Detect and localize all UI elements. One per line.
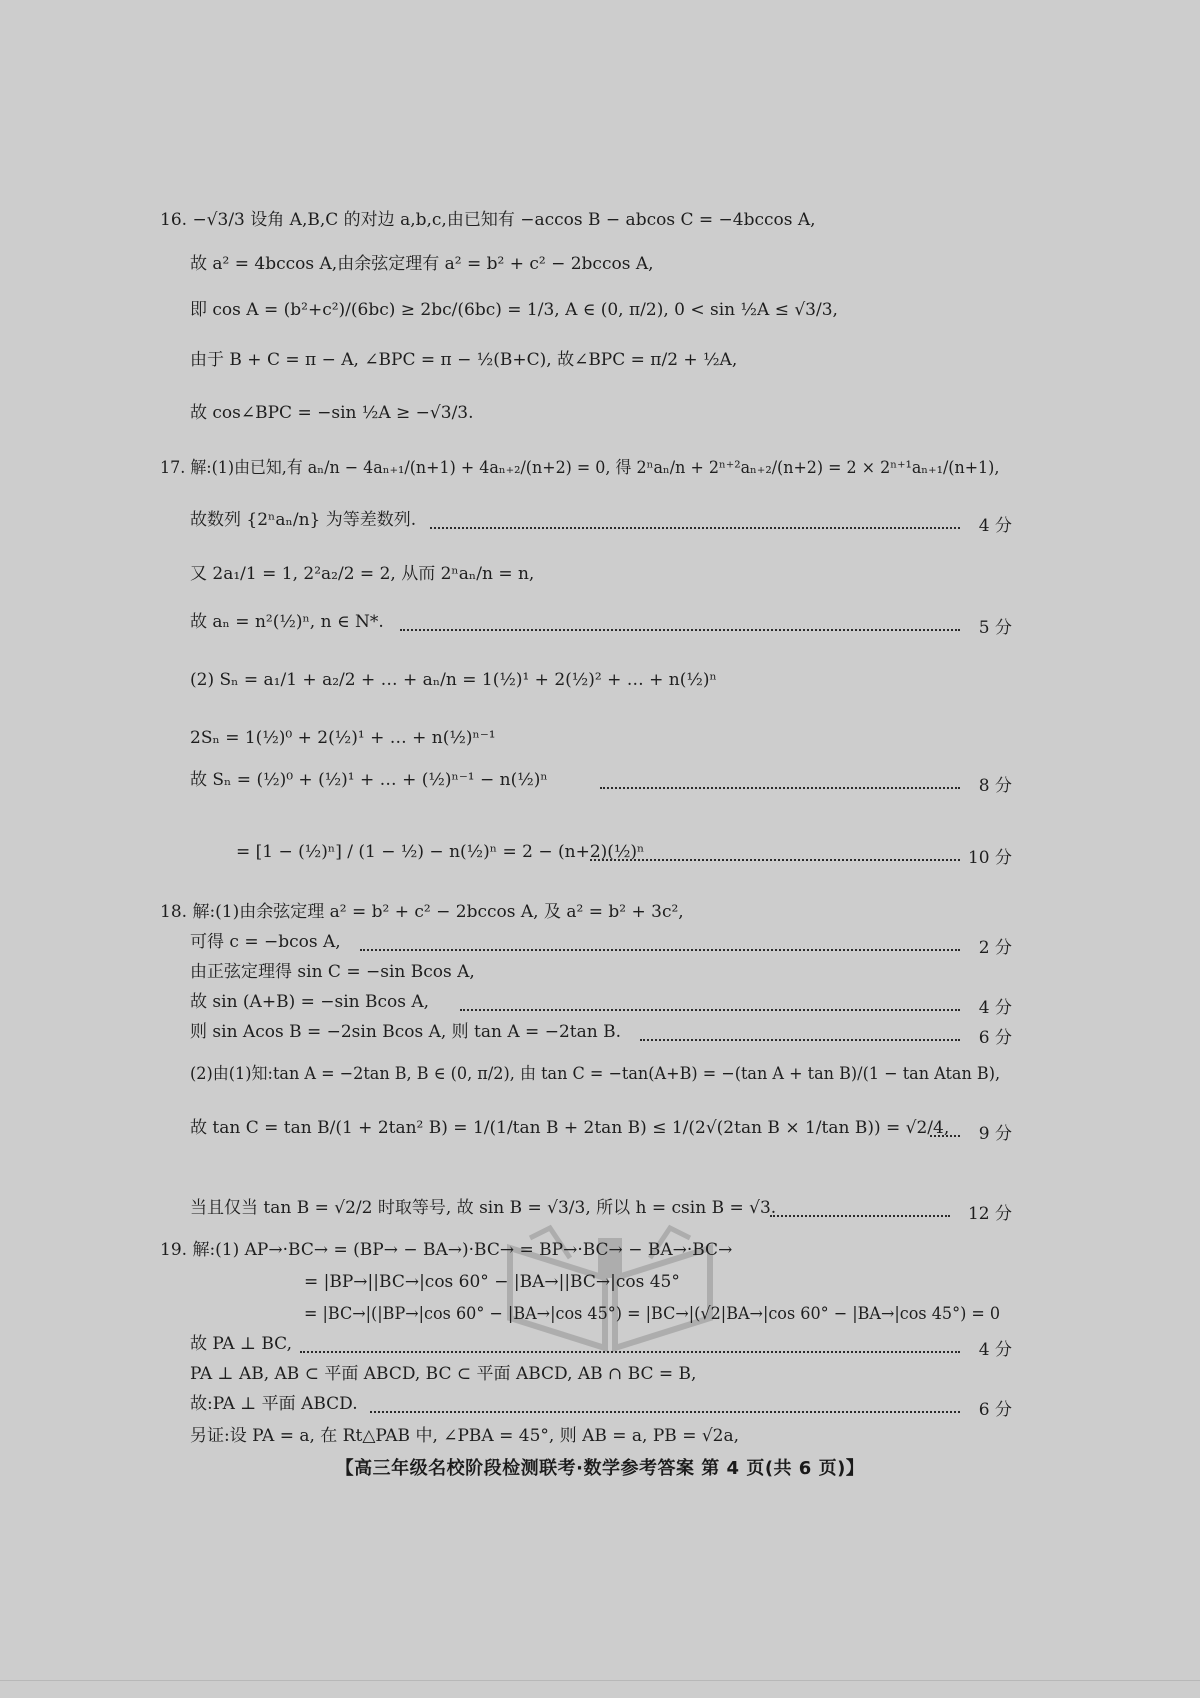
q19-line-4: 故 PA ⊥ BC, [190,1334,292,1354]
q19-line-3: = |BC→|(|BP→|cos 60° − |BA→|cos 45°) = |BC→|(√2|BA→|cos 60° − |BA→|cos 45°) = 0 [304,1304,1001,1324]
dot-leader [300,1350,960,1353]
q19-line-1: 19. 解:(1) AP→·BC→ = (BP→ − BA→)·BC→ = BP→·BC→ − BA→·BC→ [160,1240,733,1260]
q17-line-6: 2Sₙ = 1(½)⁰ + 2(½)¹ + … + n(½)ⁿ⁻¹ [190,728,496,748]
q18-line-7: 故 tan C = tan B/(1 + 2tan² B) = 1/(1/tan B + 2tan B) ≤ 1/(2√(2tan B × 1/tan B)) = √2/4, [190,1118,950,1138]
q18-line-1: 18. 解:(1)由余弦定理 a² = b² + c² − 2bccos A, 及 a² = b² + 3c², [160,902,684,922]
q19-line-2: = |BP→||BC→|cos 60° − |BA→||BC→|cos 45° [304,1272,680,1292]
dot-leader [770,1214,950,1217]
page-footer: 【高三年级名校阶段检测联考·数学参考答案 第 4 页(共 6 页)】 [335,1458,865,1479]
q17-line-1: 17. 解:(1)由已知,有 aₙ/n − 4aₙ₊₁/(n+1) + 4aₙ₊₂/(n+2) = 0, 得 2ⁿaₙ/n + 2ⁿ⁺²aₙ₊₂/(n+2) = 2 × 2ⁿ⁺¹aₙ₊₁/(n+1), [160,458,1000,478]
score-label: 2 分 [978,938,1012,958]
q16-line-4: 由于 B + C = π − A, ∠BPC = π − ½(B+C), 故∠BPC = π/2 + ½A, [190,350,738,370]
dot-leader [640,1038,960,1041]
q17-line-2: 故数列 {2ⁿaₙ/n} 为等差数列. [190,510,417,530]
score-label: 9 分 [978,1124,1012,1144]
q18-line-6: (2)由(1)知:tan A = −2tan B, B ∈ (0, π/2), 由 tan C = −tan(A+B) = −(tan A + tan B)/(1 − tan Atan B), [190,1064,1001,1084]
dot-leader [360,948,960,951]
score-label: 4 分 [978,998,1012,1018]
score-label: 4 分 [978,516,1012,536]
dot-leader [430,526,960,529]
q19-line-5: PA ⊥ AB, AB ⊂ 平面 ABCD, BC ⊂ 平面 ABCD, AB ∩ BC = B, [190,1364,697,1384]
q16-line-1: 16. −√3/3 设角 A,B,C 的对边 a,b,c,由已知有 −accos B − abcos C = −4bccos A, [160,210,816,230]
q17-line-8: = [1 − (½)ⁿ] / (1 − ½) − n(½)ⁿ = 2 − (n+2)(½)ⁿ [236,842,645,862]
q17-line-3: 又 2a₁/1 = 1, 2²a₂/2 = 2, 从而 2ⁿaₙ/n = n, [190,564,535,584]
dot-leader [460,1008,960,1011]
score-label: 10 分 [967,848,1012,868]
q19-line-7: 另证:设 PA = a, 在 Rt△PAB 中, ∠PBA = 45°, 则 AB = a, PB = √2a, [190,1426,740,1446]
score-label: 6 分 [978,1400,1012,1420]
dot-leader [600,786,960,789]
score-label: 5 分 [978,618,1012,638]
q16-line-5: 故 cos∠BPC = −sin ½A ≥ −√3/3. [190,403,474,423]
q16-line-3: 即 cos A = (b²+c²)/(6bc) ≥ 2bc/(6bc) = 1/3, A ∈ (0, π/2), 0 < sin ½A ≤ √3/3, [190,300,838,320]
q16-line-2: 故 a² = 4bccos A,由余弦定理有 a² = b² + c² − 2bccos A, [190,254,654,274]
dot-leader [400,628,960,631]
q17-line-7: 故 Sₙ = (½)⁰ + (½)¹ + … + (½)ⁿ⁻¹ − n(½)ⁿ [190,770,548,790]
dot-leader [590,858,960,861]
score-label: 12 分 [967,1204,1012,1224]
q19-line-6: 故:PA ⊥ 平面 ABCD. [190,1394,358,1414]
q18-line-8: 当且仅当 tan B = √2/2 时取等号, 故 sin B = √3/3, 所以 h = csin B = √3. [190,1198,777,1218]
page-edge-divider [0,1680,1200,1681]
q18-line-3: 由正弦定理得 sin C = −sin Bcos A, [190,962,475,982]
dot-leader [370,1410,960,1413]
score-label: 6 分 [978,1028,1012,1048]
q17-line-5: (2) Sₙ = a₁/1 + a₂/2 + … + aₙ/n = 1(½)¹ + 2(½)² + … + n(½)ⁿ [190,670,717,690]
q18-line-2: 可得 c = −bcos A, [190,932,341,952]
q17-line-4: 故 aₙ = n²(½)ⁿ, n ∈ N*. [190,612,384,632]
score-label: 8 分 [978,776,1012,796]
score-label: 4 分 [978,1340,1012,1360]
q18-line-4: 故 sin (A+B) = −sin Bcos A, [190,992,430,1012]
dot-leader [930,1134,960,1137]
q18-line-5: 则 sin Acos B = −2sin Bcos A, 则 tan A = −2tan B. [190,1022,621,1042]
